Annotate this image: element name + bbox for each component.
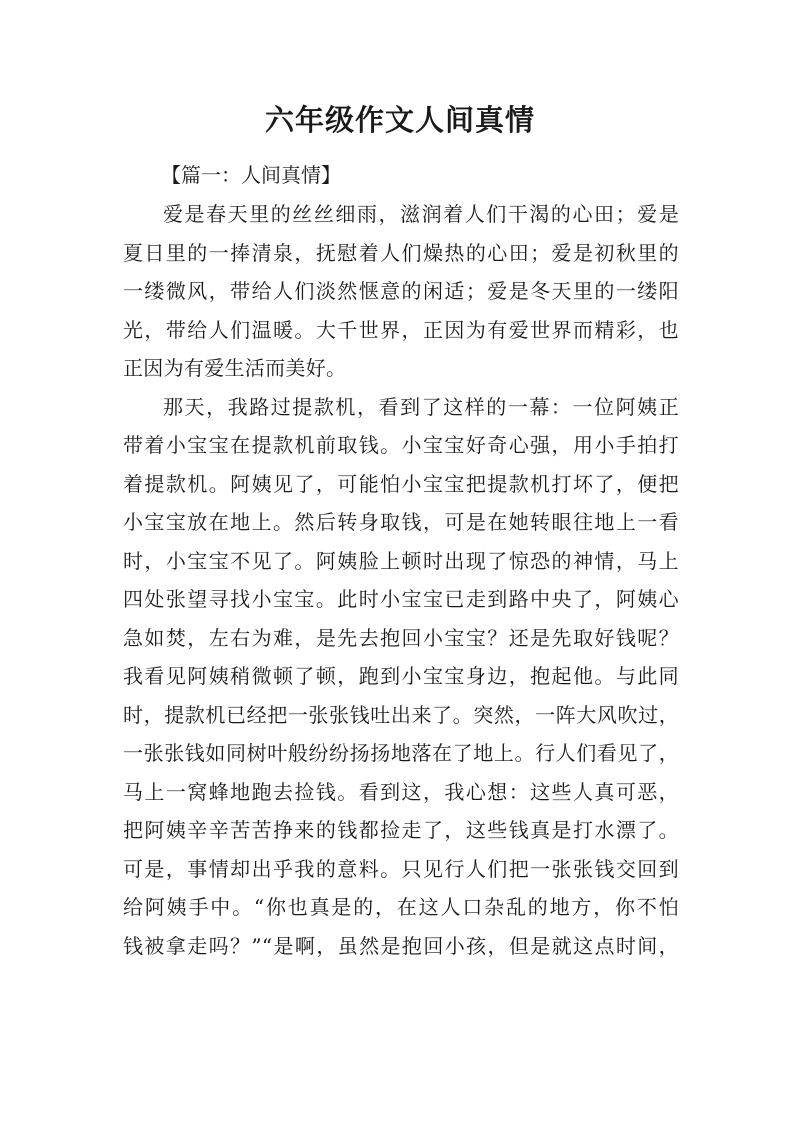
paragraph-line: 一张张钱如同树叶般纷纷扬扬地落在了地上。行人们看见了， (123, 741, 679, 765)
paragraph-line: 四处张望寻找小宝宝。此时小宝宝已走到路中央了，阿姨心 (123, 587, 679, 611)
paragraph-line: 带着小宝宝在提款机前取钱。小宝宝好奇心强，用小手拍打 (123, 433, 679, 457)
paragraph-1 (123, 195, 679, 388)
paragraph-line: 时，小宝宝不见了。阿姨脸上顿时出现了惊恐的神情，马上 (123, 548, 679, 573)
paragraph-line: 光，带给人们温暖。大千世界，正因为有爱世界而精彩，也 (123, 317, 679, 342)
paragraph-line: 给阿姨手中。“你也真是的，在这人口杂乱的地方，你不怕 (123, 895, 679, 919)
section-heading: 【篇一：人间真情】 (161, 163, 341, 187)
paragraph-2 (123, 388, 679, 966)
paragraph-line: 一缕微风，带给人们淡然惬意的闲适；爱是冬天里的一缕阳 (123, 279, 679, 303)
paragraph-line: 钱被拿走吗？”“是啊，虽然是抱回小孩，但是就这点时间， (123, 933, 679, 958)
paragraph-line: 时，提款机已经把一张张钱吐出来了。突然，一阵大风吹过， (123, 702, 679, 727)
paragraph-line: 小宝宝放在地上。然后转身取钱，可是在她转眼往地上一看 (123, 510, 679, 534)
paragraph-line: 正因为有爱生活而美好。 (123, 356, 347, 380)
paragraph-line: 急如焚，左右为难，是先去抱回小宝宝？还是先取好钱呢？ (123, 625, 679, 650)
paragraph-line: 爱是春天里的丝丝细雨，滋润着人们干渴的心田；爱是 (163, 202, 679, 226)
paragraph-line: 那天，我路过提款机，看到了这样的一幕：一位阿姨正 (163, 394, 679, 419)
paragraph-line: 把阿姨辛辛苦苦挣来的钱都捡走了，这些钱真是打水漂了。 (123, 818, 679, 842)
document-body (123, 156, 679, 965)
paragraph-line: 夏日里的一捧清泉，抚慰着人们燥热的心田；爱是初秋里的 (123, 240, 679, 265)
document-title: 六年级作文人间真情 (264, 103, 535, 137)
paragraph-line: 可是，事情却出乎我的意料。只见行人们把一张张钱交回到 (123, 856, 679, 881)
paragraph-line: 着提款机。阿姨见了，可能怕小宝宝把提款机打坏了，便把 (123, 471, 679, 496)
paragraph-line: 马上一窝蜂地跑去捡钱。看到这，我心想：这些人真可恶， (123, 779, 679, 804)
paragraph-line: 我看见阿姨稍微顿了顿，跑到小宝宝身边，抱起他。与此同 (123, 664, 679, 688)
